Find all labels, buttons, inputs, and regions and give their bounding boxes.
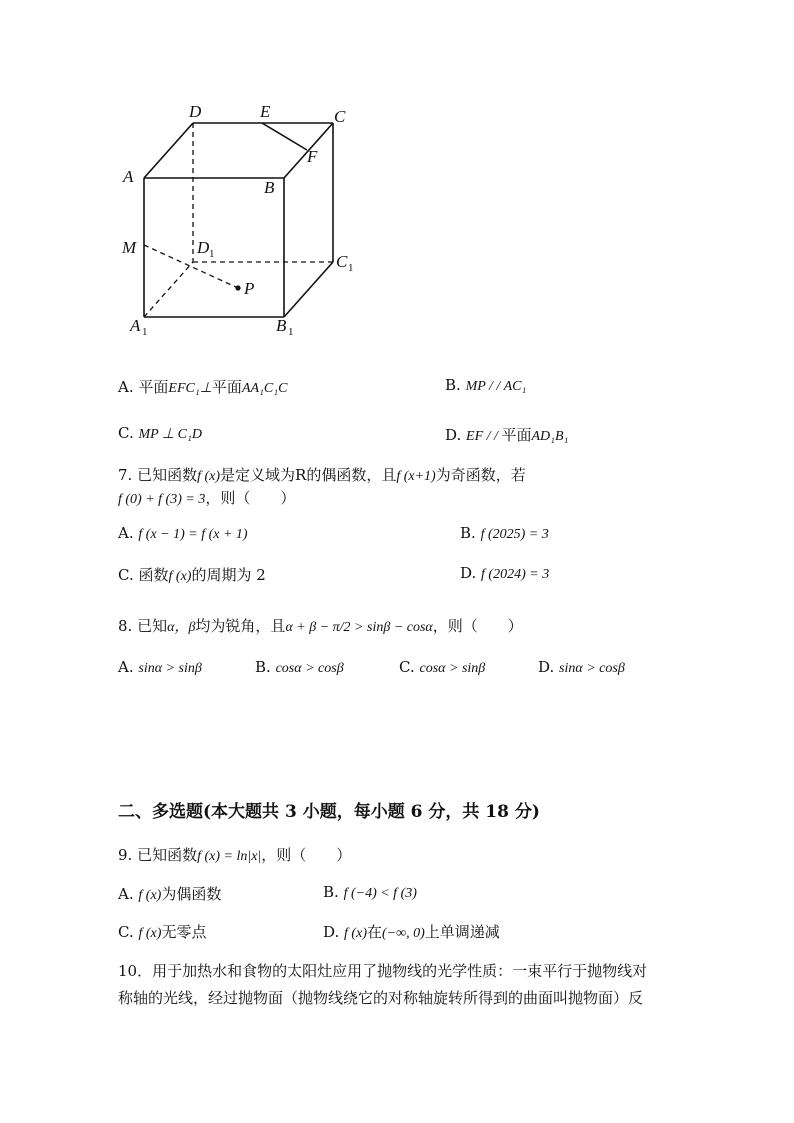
- label-B1: B: [276, 316, 287, 335]
- q7-option-b: B. f (2025) = 3: [460, 524, 549, 542]
- q7-stem-line2: f (0) + f (3) = 3，则（ ）: [118, 489, 296, 507]
- q9-stem: 9. 已知函数f (x) = ln|x|，则（ ）: [118, 846, 352, 864]
- label-B1-sub: 1: [288, 326, 294, 338]
- label-F: F: [307, 147, 318, 166]
- label-D1: D: [197, 238, 210, 257]
- q9-option-b: B. f (−4) < f (3): [323, 883, 417, 901]
- cube-figure: [110, 95, 380, 345]
- label-A1-sub: 1: [142, 326, 148, 338]
- q6-option-b: B. MP / / AC₁: [445, 376, 527, 394]
- label-C1-sub: 1: [348, 262, 354, 274]
- q9-option-c: C. f (x)无零点: [118, 923, 207, 941]
- q7-option-d: D. f (2024) = 3: [460, 564, 550, 582]
- label-D: D: [189, 102, 202, 121]
- label-A1: A: [130, 316, 141, 335]
- label-C1: C: [336, 252, 348, 271]
- q8-option-a: A. sinα > sinβ: [118, 658, 202, 676]
- q8-option-c: C. cosα > sinβ: [399, 658, 486, 676]
- label-E: E: [260, 102, 271, 121]
- edge-B1C1: [284, 262, 333, 317]
- point-P: [235, 285, 240, 290]
- q10-line2: 称轴的光线，经过抛物面（抛物线绕它的对称轴旋转所得到的曲面叫抛物面）反: [118, 989, 644, 1007]
- q7-option-c: C. 函数f (x)的周期为 2: [118, 566, 266, 584]
- label-B: B: [264, 178, 275, 197]
- edge-AD: [144, 123, 193, 178]
- label-P: P: [244, 279, 255, 298]
- section-heading: 二、多选题(本大题共 3 小题，每小题 6 分，共 18 分): [118, 802, 540, 822]
- label-D1-sub: 1: [209, 248, 215, 260]
- q6-option-d: D. EF / / 平面AD₁B₁: [445, 426, 569, 444]
- q6-option-a: A. 平面EFC₁⊥平面AA₁C₁C: [118, 378, 288, 396]
- label-M: M: [122, 238, 137, 257]
- label-C: C: [334, 107, 346, 126]
- hidden-edge-A1D1: [144, 262, 193, 317]
- label-A: A: [123, 167, 134, 186]
- q7-option-a: A. f (x − 1) = f (x + 1): [118, 524, 248, 542]
- segment-EF: [262, 123, 307, 150]
- segment-MP: [144, 245, 238, 288]
- q6-option-c: C. MP ⊥ C₁D: [118, 424, 202, 442]
- q9-option-d: D. f (x)在(−∞, 0)上单调递减: [323, 923, 500, 941]
- q7-stem-line1: 7. 已知函数f (x)是定义域为R的偶函数，且f (x+1)为奇函数，若: [118, 466, 526, 484]
- q8-stem: 8. 已知α，β均为锐角，且α + β − π/2 > sinβ − cosα，则（ ）: [118, 617, 523, 635]
- q8-option-d: D. sinα > cosβ: [538, 658, 625, 676]
- q8-option-b: B. cosα > cosβ: [255, 658, 344, 676]
- q9-option-a: A. f (x)为偶函数: [118, 885, 222, 903]
- q10-line1: 10．用于加热水和食物的太阳灶应用了抛物线的光学性质：一束平行于抛物线对: [118, 962, 648, 980]
